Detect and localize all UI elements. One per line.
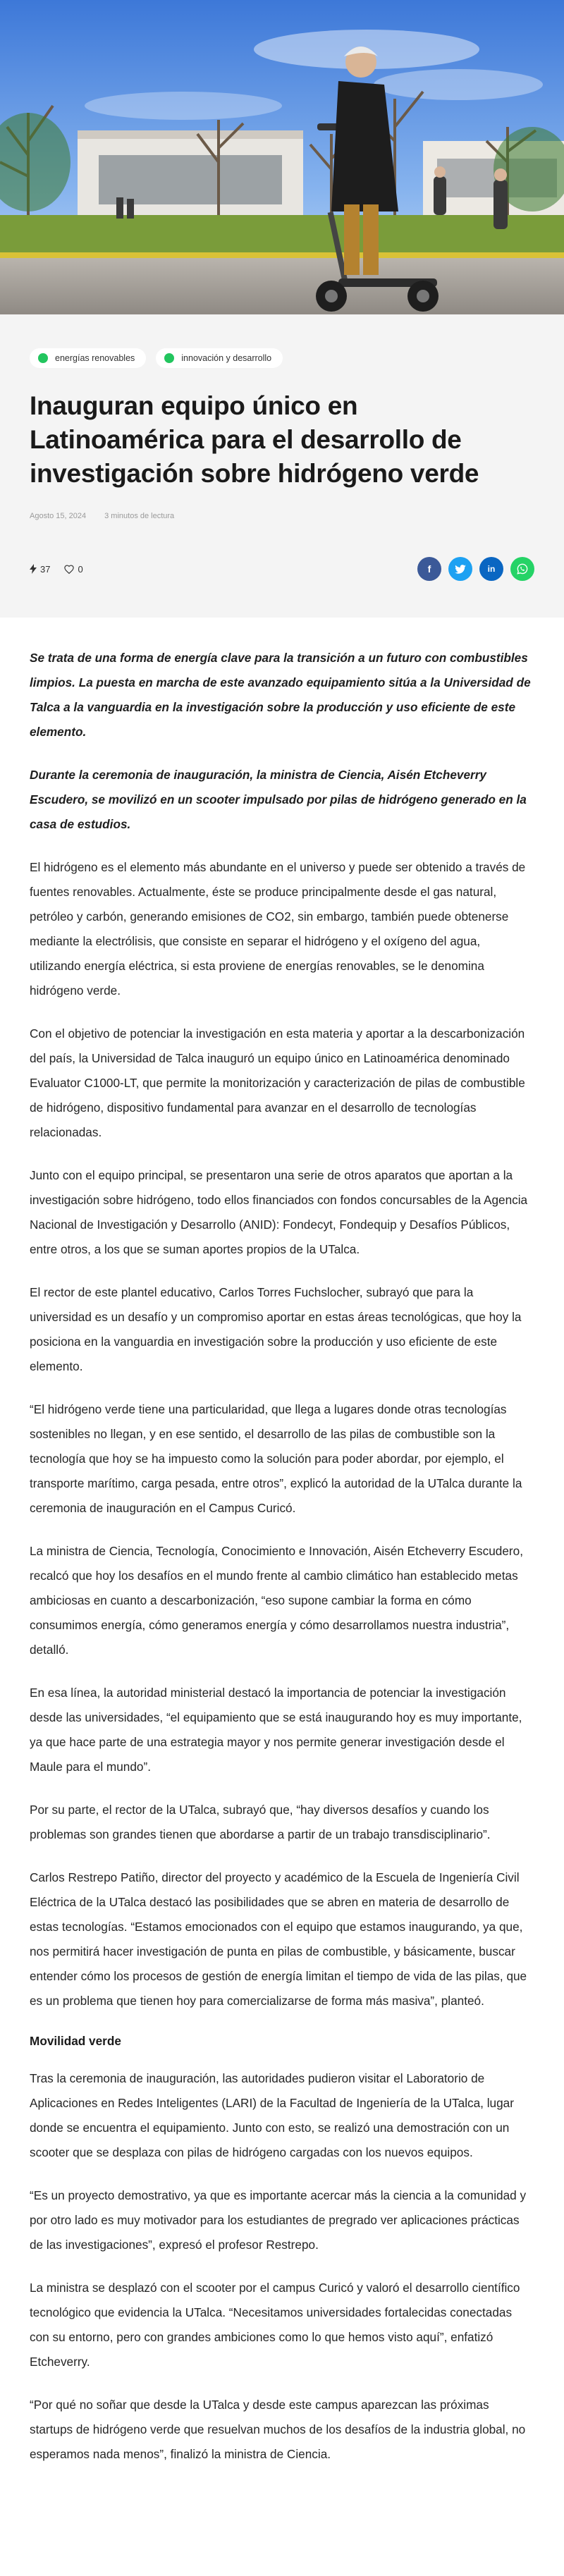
- share-facebook-button[interactable]: [417, 557, 441, 581]
- publish-date: Agosto 15, 2024: [30, 512, 87, 520]
- lead-paragraph: Se trata de una forma de energía clave para la transición a un futuro con combustibles limpios. La puesta en marcha de este avanzado equipamiento sitúa a la Universidad de Talca a la vanguardia en la investigación sobre la producción y uso eficiente de este elemento.: [30, 651, 531, 739]
- whatsapp-icon: [517, 563, 528, 575]
- like-stat[interactable]: [64, 564, 82, 575]
- body-paragraph: Junto con el equipo principal, se presentaron una serie de otros aparatos que aportan a la investigación sobre hidrógeno, todo ellos financiados con fondos concursables de la Agencia Nacional de Investigación y Desarrollo (ANID): Fondecyt, Fondequip y Desafíos Públicos, entre otros, a los que se suman aportes propios de la UTalca.: [30, 1168, 528, 1256]
- tag-label: energías renovables: [55, 353, 135, 363]
- read-time: 3 minutos de lectura: [104, 512, 175, 520]
- body-paragraph: La ministra se desplazó con el scooter por el campus Curicó y valoró el desarrollo científico tecnológico que evidencia la UTalca. “Necesitamos universidades fortalecidas conectadas con su entorno, pero con grandes ambiciones como lo que hemos visto aquí”, enfatizó Etcheverry.: [30, 2281, 520, 2369]
- section-heading: Movilidad verde: [30, 2034, 121, 2048]
- tag-dot-icon: [38, 353, 48, 363]
- body-paragraph: Con el objetivo de potenciar la investigación en esta materia y aportar a la descarbonización del país, la Universidad de Talca inauguró un equipo único en Latinoamérica denominado Evaluator C1000-LT, que permite la monitorización y caracterización de pilas de combustible de hidrógeno, dispositivo fundamental para avanzar en el desarrollo de tecnologías relacionadas.: [30, 1026, 525, 1139]
- body-paragraph: El rector de este plantel educativo, Carlos Torres Fuchslocher, subrayó que para la universidad es un desafío y un compromiso aportar en estas áreas tecnológicas, que hoy la posiciona en la vanguardia en investigación sobre la producción y uso eficiente de este elemento.: [30, 1285, 522, 1373]
- body-paragraph: “Por qué no soñar que desde la UTalca y desde este campus aparezcan las próximas startups de hidrógeno verde que resuelvan muchos de los desafíos de la industria global, no esperamos nada menos”, finalizó la ministra de Ciencia.: [30, 2398, 526, 2461]
- body-paragraph: El hidrógeno es el elemento más abundante en el universo y puede ser obtenido a través de fuentes renovables. Actualmente, éste se produce principalmente desde el gas natural, petróleo y carbón, generando emisiones de CO2, sin embargo, también puede obtenerse mediante la electrólisis, que consiste en separar el hidrógeno y el oxígeno del agua, utilizando energía eléctrica, si esta proviene de energías renovables, se le denomina hidrógeno verde.: [30, 860, 526, 998]
- flash-stat[interactable]: [30, 564, 50, 575]
- body-paragraph: “El hidrógeno verde tiene una particularidad, que llega a lugares donde otras tecnologías sostenibles no llegan, y en ese sentido, el desarrollo de las pilas de combustible son la tecnología que hoy se ha impuesto como la solución para poder abordar, por ejemplo, el transporte marítimo, carga pesada, entre otros”, explicó la autoridad de la UTalca durante la ceremonia de inauguración en el Campus Curicó.: [30, 1402, 522, 1515]
- body-paragraph: En esa línea, la autoridad ministerial destacó la importancia de potenciar la investigación desde las universidades, “el equipamiento que se está inaugurando hoy es muy importante, ya que hace parte de una estrategia mayor y nos permite generar investigación desde el Maule para el mundo”.: [30, 1686, 522, 1774]
- share-buttons: [417, 557, 534, 581]
- body-paragraph: Carlos Restrepo Patiño, director del proyecto y académico de la Escuela de Ingeniería Civil Eléctrica de la UTalca destacó las posibilidades que se abren en materia de desarrollo de estas tecnologías. “Estamos emocionados con el equipo que estamos inaugurando, ya que, nos permitirá hacer investigación de punta en pilas de combustible, y básicamente, buscar entender cómo los procesos de gestión de energía limitan el tiempo de vida de las pilas, que es un problema que tienen hoy para comercializarse de forma más masiva”, planteó.: [30, 1870, 527, 2008]
- engagement-bar: [30, 557, 534, 581]
- article-header: [0, 314, 564, 618]
- hero-image: [0, 0, 564, 314]
- page-title: Inauguran equipo único en Latinoamérica para el desarrollo de investigación sobre hidrógeno verde: [30, 391, 479, 488]
- lightning-icon: [30, 564, 37, 574]
- tag-label: innovación y desarrollo: [181, 353, 272, 363]
- share-whatsapp-button[interactable]: [510, 557, 534, 581]
- hero-photo: [0, 0, 564, 314]
- tag-energias-renovables[interactable]: [30, 348, 146, 368]
- tag-innovacion-desarrollo[interactable]: [156, 348, 283, 368]
- share-twitter-button[interactable]: [448, 557, 472, 581]
- linkedin-icon: in: [487, 564, 496, 574]
- body-paragraph: “Es un proyecto demostrativo, ya que es importante acercar más la ciencia a la comunidad y por otro lado es muy motivador para los estudiantes de pregrado ver aplicaciones prácticas de las investigaciones”, expresó el profesor Restrepo.: [30, 2188, 527, 2252]
- article-body: [0, 618, 564, 2467]
- facebook-icon: f: [427, 563, 431, 575]
- share-linkedin-button[interactable]: [479, 557, 503, 581]
- lead-paragraph: Durante la ceremonia de inauguración, la ministra de Ciencia, Aisén Etcheverry Escudero, se movilizó en un scooter impulsado por pilas de hidrógeno generado en la casa de estudios.: [30, 768, 527, 831]
- body-paragraph: Por su parte, el rector de la UTalca, subrayó que, “hay diversos desafíos y cuando los problemas son grandes tienen que abordarse a partir de un trabajo transdisciplinario”.: [30, 1803, 491, 1841]
- flash-count: 37: [40, 563, 51, 575]
- article-meta: [30, 512, 534, 520]
- twitter-icon: [455, 565, 466, 574]
- body-paragraph: La ministra de Ciencia, Tecnología, Conocimiento e Innovación, Aisén Etcheverry Escudero, recalcó que hoy los desafíos en el mundo frente al cambio climático han establecido metas ambiciosas en cuanto a descarbonización, “eso supone cambiar la forma en cómo consumimos energía, cómo generamos energía y cómo desarrollamos nuestra industria”, detalló.: [30, 1544, 523, 1657]
- stats: [30, 564, 83, 575]
- tag-dot-icon: [164, 353, 174, 363]
- likes-count: 0: [78, 563, 83, 575]
- body-paragraph: Tras la ceremonia de inauguración, las autoridades pudieron visitar el Laboratorio de Aplicaciones en Redes Inteligentes (LARI) de la Facultad de Ingeniería de la UTalca, lugar donde se encuentra el equipamiento. Junto con esto, se realizó una demostración con un scooter que se desplaza con pilas de hidrógeno cargadas con los nuevos equipos.: [30, 2071, 514, 2159]
- heart-icon: [64, 565, 74, 574]
- tag-list: [30, 348, 534, 368]
